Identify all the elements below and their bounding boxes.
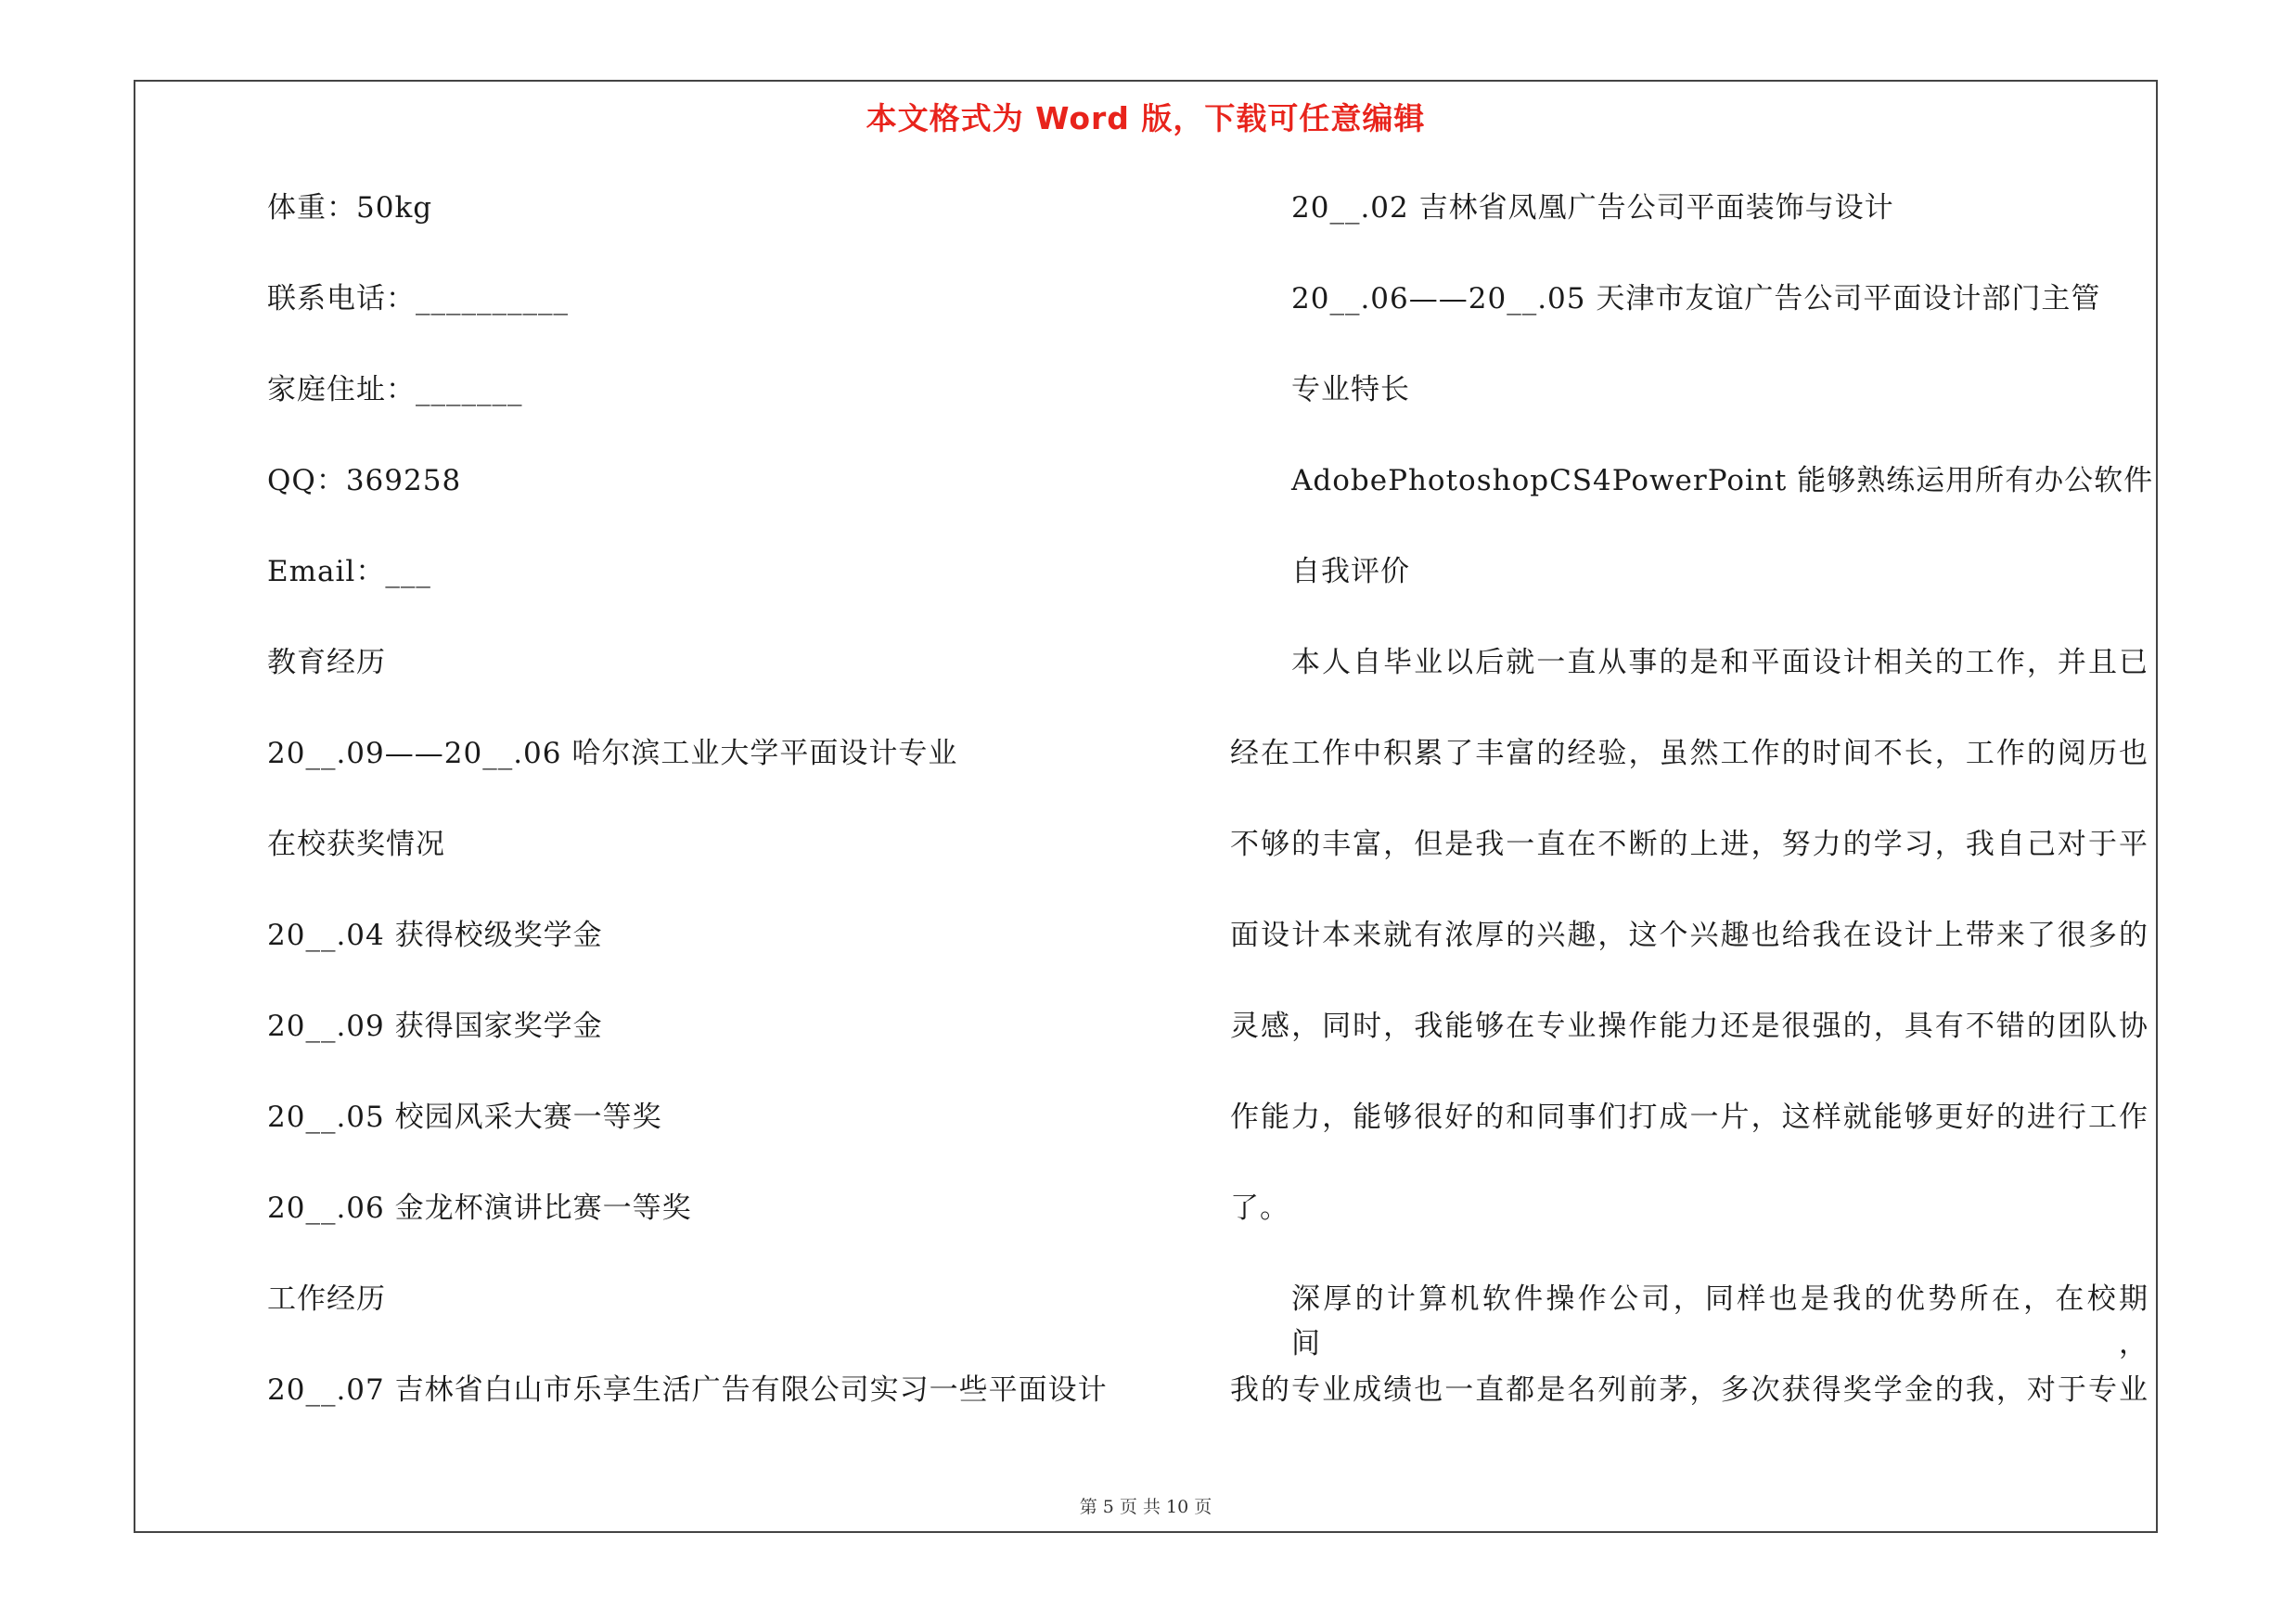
work-entry: 20__.07 吉林省白山市乐享生活广告有限公司实习一些平面设计 [267,1373,1108,1407]
qq-line: QQ：369258 [267,464,462,497]
award-entry: 20__.05 校园风采大赛一等奖 [267,1101,662,1134]
education-entry: 20__.09——20__.06 哈尔滨工业大学平面设计专业 [267,737,958,770]
paragraph-line: 作能力，能够很好的和同事们打成一片，这样就能够更好的进行工作 [1230,1101,2148,1134]
award-entry: 20__.06 金龙杯演讲比赛一等奖 [267,1191,692,1225]
paragraph-line: 灵感，同时，我能够在专业操作能力还是很强的，具有不错的团队协 [1230,1010,2148,1043]
paragraph-line: 深厚的计算机软件操作公司，同样也是我的优势所在，在校期间， [1291,1282,2148,1360]
skills-text: AdobePhotoshopCS4PowerPoint 能够熟练运用所有办公软件 [1291,464,2154,497]
weight-line: 体重：50kg [267,191,433,225]
evaluation-heading: 自我评价 [1291,555,1410,588]
education-heading: 教育经历 [267,646,386,679]
paragraph-line: 不够的丰富，但是我一直在不断的上进，努力的学习，我自己对于平 [1230,828,2148,861]
skills-heading: 专业特长 [1291,373,1410,406]
left-column [267,186,1195,1459]
paragraph-line: 了。 [1230,1191,1289,1225]
address-line: 家庭住址：_______ [267,373,523,406]
paragraph-line: 本人自毕业以后就一直从事的是和平面设计相关的工作，并且已 [1291,646,2148,679]
computer-skills-paragraph [1230,1277,2148,1459]
award-entry: 20__.09 获得国家奖学金 [267,1010,603,1043]
paragraph-line: 我的专业成绩也一直都是名列前茅，多次获得奖学金的我，对于专业 [1230,1373,2148,1407]
word-format-banner: 本文格式为 Word 版，下载可任意编辑 [866,100,1426,136]
page-number-footer: 第 5 页 共 10 页 [1079,1497,1212,1517]
paragraph-line: 经在工作中积累了丰富的经验，虽然工作的时间不长，工作的阅历也 [1230,737,2148,770]
paragraph-line: 面设计本来就有浓厚的兴趣，这个兴趣也给我在设计上带来了很多的 [1230,919,2148,952]
work-entry: 20__.06——20__.05 天津市友谊广告公司平面设计部门主管 [1291,282,2101,316]
email-line: Email：___ [267,555,431,588]
award-entry: 20__.04 获得校级奖学金 [267,919,603,952]
phone-line: 联系电话：__________ [267,282,569,316]
work-heading: 工作经历 [267,1282,386,1316]
right-column [1230,186,2154,1459]
work-entry: 20__.02 吉林省凤凰广告公司平面装饰与设计 [1291,191,1894,225]
awards-heading: 在校获奖情况 [267,828,445,861]
page-frame [134,80,2158,1533]
evaluation-paragraph [1230,640,2148,1277]
